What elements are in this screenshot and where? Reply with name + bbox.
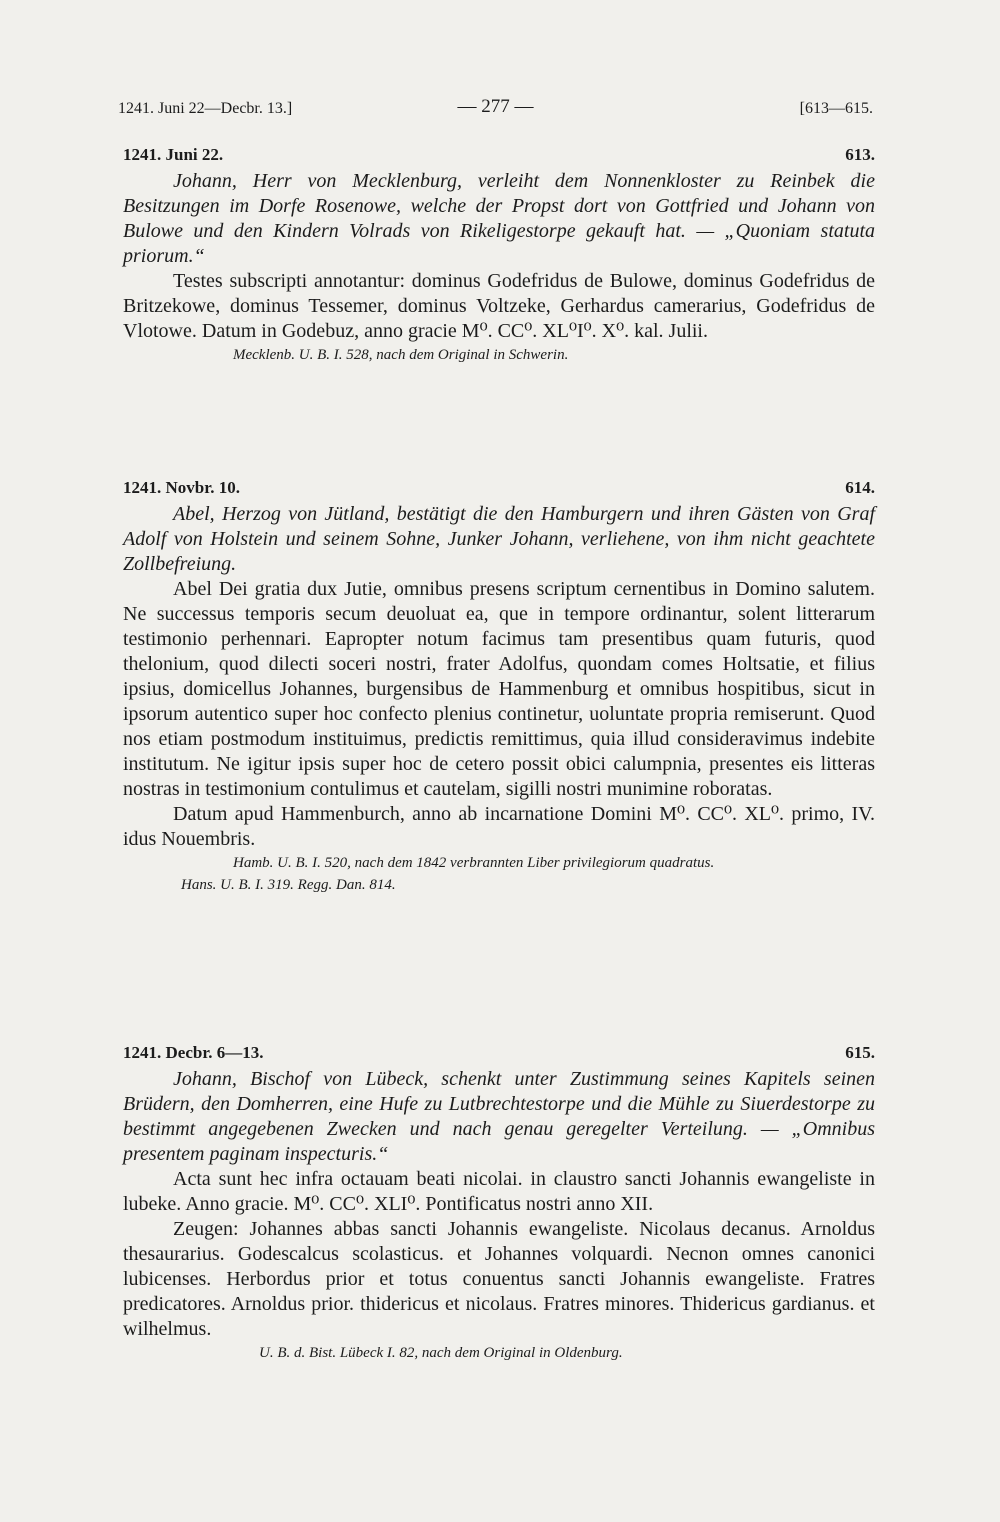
page-number: — 277 — <box>457 96 534 117</box>
running-head-entry-range: [613—615. <box>799 100 873 117</box>
entry-dating: Datum apud Hammenburch, anno ab incarnatione Domini M⁰. CC⁰. XL⁰. primo, IV. idus Nouembris. <box>123 803 875 850</box>
entry-text: Testes subscripti annotantur: dominus Godefridus de Bulowe, dominus Godefridus de Britzekowe, dominus Tessemer, dominus Voltzeke, Gerhardus camerarius, Godefridus de Vlotowe. Datum in Godebuz, anno gracie M⁰. CC⁰. XL⁰I⁰. X⁰. kal. Julii. <box>123 270 875 342</box>
entry-text: Acta sunt hec infra octauam beati nicolai. in claustro sancti Johannis ewangeliste in lubeke. Anno gracie. M⁰. CC⁰. XLI⁰. Pontificatus nostri anno XII. <box>123 1168 875 1215</box>
entry-614 <box>123 478 875 896</box>
source-citation: Mecklenb. U. B. I. 528, nach dem Original in Schwerin. <box>233 347 569 363</box>
entry-number: 615. <box>845 1043 875 1062</box>
entry-number: 613. <box>845 145 875 164</box>
source-citation-secondary: Hans. U. B. I. 319. Regg. Dan. 814. <box>181 877 396 893</box>
entry-615 <box>123 1043 875 1364</box>
entry-header <box>123 1043 875 1067</box>
running-head-date-range: 1241. Juni 22—Decbr. 13.] <box>118 100 293 117</box>
entry-number: 614. <box>845 478 875 497</box>
entry-summary: Abel, Herzog von Jütland, bestätigt die den Hamburgern und ihren Gästen von Graf Adolf von Holstein und seinem Sohne, Junker Johann, verliehene, von ihm nicht geachtete Zollbefreiung. <box>123 503 875 575</box>
running-head <box>118 96 873 122</box>
entry-summary: Johann, Bischof von Lübeck, schenkt unter Zustimmung seines Kapitels seinen Brüdern, den Domherren, eine Hufe zu Lutbrechtestorpe und die Mühle zu Siuerdestorpe zu bestimmt angegebenen Zwecken und nach genau geregelter Verteilung. — „Omnibus presentem paginam inspecturis.“ <box>123 1068 875 1165</box>
entry-613 <box>123 145 875 366</box>
source-citation: Hamb. U. B. I. 520, nach dem 1842 verbrannten Liber privilegiorum quadratus. <box>233 855 715 871</box>
entry-text: Abel Dei gratia dux Jutie, omnibus presens scriptum cernentibus in Domino salutem. Ne successus temporis secum deuoluat ea, que in tempore ordinantur, solent litterarum testimonio perhennari. Eapropter notum facimus tam presentibus quam futuris, quod thelonium, quod dilecti soceri nostri, frater Adolfus, quondam comes Holtsatie, et filius ipsius, domicellus Johannes, burgensibus de Hammenburg et omnibus hospitibus, sicut in ipsorum autentico super hoc confecto plenius continetur, uoluntate propria remiserunt. Quod nos etiam postmodum instituimus, predictis remittimus, quia illud consideravimus indebite institutum. Ne igitur ipsis super hoc de cetero possit obici calumpnia, presentes eis litteras nostras in testimonium contulimus et cautelam, sigilli nostri munimine roboratas. <box>123 578 875 800</box>
entry-date: 1241. Juni 22. <box>123 145 224 164</box>
entry-date: 1241. Novbr. 10. <box>123 478 240 497</box>
entry-date: 1241. Decbr. 6—13. <box>123 1043 264 1062</box>
entry-header <box>123 478 875 502</box>
source-citation: U. B. d. Bist. Lübeck I. 82, nach dem Original in Oldenburg. <box>259 1345 623 1361</box>
entry-header <box>123 145 875 169</box>
entry-summary: Johann, Herr von Mecklenburg, verleiht dem Nonnenkloster zu Reinbek die Besitzungen im Dorfe Rosenowe, welche der Propst dort von Gottfried und Johann von Bulowe und den Kindern Volrads von Rikeligestorpe gekauft hat. — „Quoniam statuta priorum.“ <box>123 170 875 267</box>
entry-witnesses: Zeugen: Johannes abbas sancti Johannis ewangeliste. Nicolaus decanus. Arnoldus thesaurarius. Godescalcus scolasticus. et Johannes volquardi. Necnon omnes canonici lubicenses. Herbordus prior et totus conuentus sancti Johannis ewangeliste. Fratres predicatores. Arnoldus prior. thidericus et nicolaus. Fratres minores. Thidericus gardianus. et wilhelmus. <box>123 1218 875 1340</box>
